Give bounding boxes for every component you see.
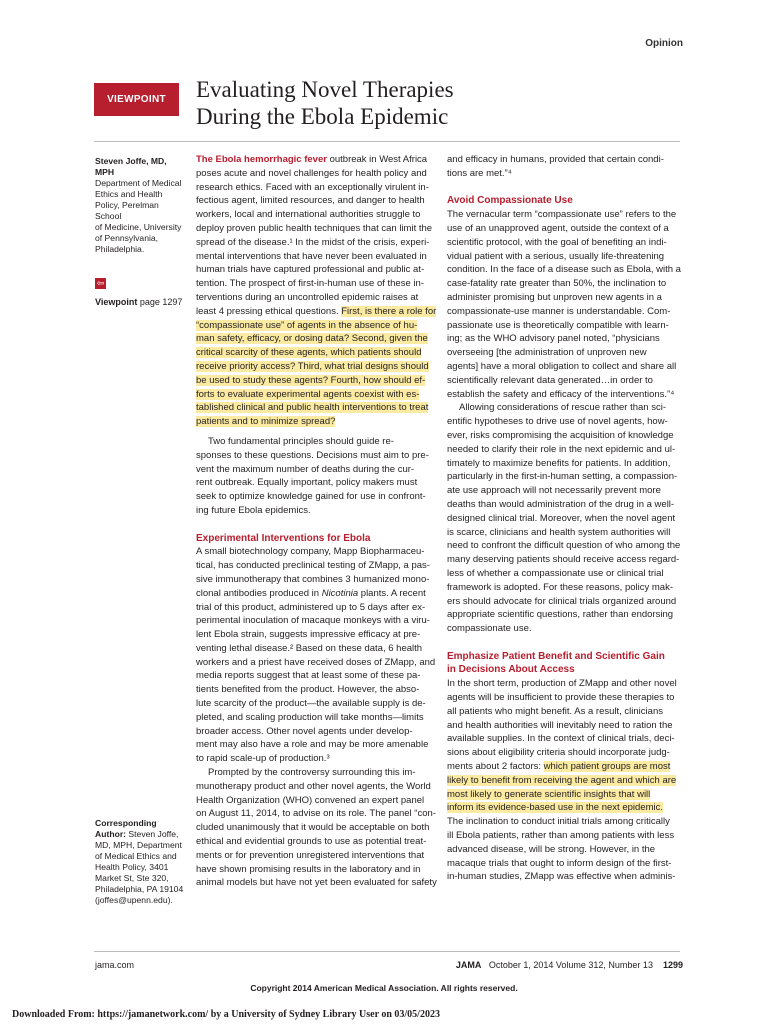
body-line: cluded unanimously that it would be acceptable on both xyxy=(196,822,430,834)
body-line: ments or for prevention unregistered interventions that xyxy=(196,849,425,861)
corresponding-author-block xyxy=(95,818,187,906)
body-line: venting lethal disease.² Based on these data, 6 health xyxy=(196,642,423,654)
author-affiliation: Philadelphia. xyxy=(95,244,145,254)
highlighted-text: likely to benefit from receiving the agent and which are xyxy=(447,774,677,786)
body-line: timately to maximize benefits for patients. In addition, xyxy=(447,457,671,469)
body-line: human trials have captured professional and public at- xyxy=(196,264,425,276)
body-line: passionate use is theoretically compatible with learn- xyxy=(447,319,669,331)
body-column-1 xyxy=(196,153,437,890)
body-line: administer promising but unproven new agents in a xyxy=(447,291,662,303)
highlighted-text: “compassionate use” of agents in the absence of hu- xyxy=(196,319,418,331)
body-line: spread of the disease.¹ In the midst of the crisis, experi- xyxy=(196,236,430,248)
highlighted-text: which patient groups are most xyxy=(543,761,671,773)
body-line: agents will be insufficient to provide these therapies to xyxy=(447,692,675,704)
body-line: Prompted by the controversy surrounding this im- xyxy=(208,767,416,779)
italic-text: Nicotinia xyxy=(321,587,359,599)
highlighted-text: First, is there a role for xyxy=(341,305,437,317)
body-line: compassionate use. xyxy=(447,623,532,635)
author-affiliation: of Pennsylvania, xyxy=(95,233,159,243)
body-line: less of whether a compassionate use or clinical trial xyxy=(447,567,664,579)
body-line: many deserving patients should receive access regard- xyxy=(447,554,680,566)
highlighted-text: most likely to generate scientific insights that will xyxy=(447,788,651,800)
body-line: condition. In the face of a disease such as Ebola, with a xyxy=(447,264,681,276)
body-line: entific hypotheses to drive use of novel agents, how- xyxy=(447,416,668,428)
page-number: 1299 xyxy=(662,960,683,970)
body-text: least 4 pressing ethical questions. xyxy=(196,305,342,317)
body-line: ethical and evidential grounds to use as potential treat- xyxy=(196,836,427,848)
body-line: animal models but have not yet been evaluated for safety xyxy=(196,877,437,889)
body-line: sions about eligibility criteria should incorporate judg- xyxy=(447,747,670,759)
footer-rule xyxy=(94,951,680,952)
body-line: Allowing considerations of rescue rather than sci- xyxy=(459,402,666,414)
title-rule xyxy=(94,141,680,142)
back-arrow-icon[interactable]: ⇦ xyxy=(96,278,105,288)
body-line: lute scarcity of the product—the available supply is de- xyxy=(196,698,426,710)
title-line: During the Ebola Epidemic xyxy=(196,104,449,129)
body-line: The vernacular term “compassionate use” refers to the xyxy=(447,209,677,221)
body-line: trial of this product, administered up to 5 days after ex- xyxy=(196,601,426,613)
section-heading: Emphasize Patient Benefit and Scientific Gain xyxy=(447,650,665,662)
body-line: is scarce, clinicians and health system authorities will xyxy=(447,526,671,538)
body-line: broader access. Other novel agents under develop- xyxy=(196,725,413,737)
body-line: rent outbreak. Equally important, policy makers must xyxy=(196,477,418,489)
body-line: on August 11, 2014, to advise on its role. The panel “con- xyxy=(196,808,436,820)
body-line: overseeing [the administration of unproven new xyxy=(447,347,647,359)
body-line: deploy proven public health techniques that can limit the xyxy=(196,222,433,234)
body-line: munotherapy product and other novel agents, the World xyxy=(196,780,431,792)
corresponding-heading: Author: xyxy=(95,829,127,839)
body-line: ate use approach will not necessarily prevent more xyxy=(447,485,661,497)
body-line: need to confront the difficult question of who among the xyxy=(447,540,681,552)
journal-citation xyxy=(456,960,683,970)
body-line: available supplies. In the context of clinical trials, deci- xyxy=(447,733,675,745)
body-line: ever, risks compromising the acquisition of knowledge xyxy=(447,429,674,441)
body-line: Health Organization (WHO) convened an expert panel xyxy=(196,794,425,806)
highlighted-text: forts to evaluate experimental agents coexist with es- xyxy=(196,388,420,400)
highlighted-text: receive priority access? Third, what trial designs should xyxy=(196,360,429,372)
body-line: deaths than would administration of the drug in a well- xyxy=(447,498,675,510)
body-line: and health authorities will inevitably need to ration the xyxy=(447,719,673,731)
lead-in: The Ebola hemorrhagic fever xyxy=(196,154,327,165)
body-line: sponses to these questions. Decisions must aim to pre- xyxy=(196,449,429,461)
body-line: designed clinical trial. Moreover, when the novel agent xyxy=(447,512,676,524)
body-line: tical, has conducted preclinical testing of ZMapp, a pas- xyxy=(196,560,430,572)
body-line: tients benefited from the product. However, the abso- xyxy=(196,684,420,696)
body-text: ments about 2 factors: xyxy=(447,761,544,773)
body-line: ill Ebola patients, rather than among patients with less xyxy=(447,830,675,842)
body-line: fectious agent, limited resources, and danger to health xyxy=(196,195,425,207)
corresponding-email[interactable]: (joffes@upenn.edu). xyxy=(95,895,173,905)
body-line: ing; as the WHO advisory panel noted, “physicians xyxy=(447,333,660,345)
body-line: ing future Ebola epidemics. xyxy=(196,504,311,516)
corresponding-text: Steven Joffe, xyxy=(126,829,179,839)
body-line: In the short term, production of ZMapp and other novel xyxy=(447,678,677,690)
body-text: plants. A recent xyxy=(358,587,426,599)
body-line: establish the safety and efficacy of the interventions.”⁴ xyxy=(447,388,675,400)
body-line: advanced disease, will be strong. However, in the xyxy=(447,843,656,855)
viewpoint-badge: VIEWPOINT xyxy=(94,83,179,116)
highlighted-text: tablished clinical and public health interventions to treat xyxy=(196,402,429,414)
title-line: Evaluating Novel Therapies xyxy=(196,77,454,102)
body-line: poses acute and novel challenges for health policy and xyxy=(196,167,427,179)
body-line: ment may also have a role and may be more amenable xyxy=(196,739,429,751)
author-degree: MPH xyxy=(95,167,115,177)
body-line: agents] have a moral obligation to collect and share all xyxy=(447,360,677,372)
section-heading: in Decisions About Access xyxy=(447,664,575,676)
body-line: A small biotechnology company, Mapp Biopharmaceu- xyxy=(196,546,425,558)
copyright-notice: Copyright 2014 American Medical Association. All rights reserved. xyxy=(250,983,518,993)
body-line: vidual patient with a serious, usually life-threatening xyxy=(447,250,665,262)
author-affiliation: of Medicine, University xyxy=(95,222,182,232)
site-link[interactable]: jama.com xyxy=(95,960,135,970)
download-notice: Downloaded From: https://jamanetwork.com/ by a University of Sydney Library User on 03/05/2023 xyxy=(12,1009,440,1020)
author-affiliation: Policy, Perelman School xyxy=(95,200,159,221)
body-line: perimental inoculation of macaque monkeys with a viru- xyxy=(196,615,430,627)
body-line: research ethics. Faced with an exceptionally virulent in- xyxy=(196,181,429,193)
author-block xyxy=(95,156,187,255)
highlighted-text: patients and to minimize spread? xyxy=(196,416,336,428)
body-line: sive immunotherapy that combines 3 humanized mono- xyxy=(196,573,430,585)
section-heading: Experimental Interventions for Ebola xyxy=(196,532,371,544)
highlighted-text: man safety, efficacy, or dosing data? Second, given the xyxy=(196,333,428,345)
body-column-2 xyxy=(447,153,683,884)
body-line: framework is adopted. For these reasons, policy mak- xyxy=(447,581,673,593)
issue-info: October 1, 2014 Volume 312, Number 13 xyxy=(488,960,653,970)
viewpoint-link[interactable] xyxy=(95,297,182,307)
body-text: clonal antibodies produced in xyxy=(196,587,322,599)
body-text: outbreak in West Africa xyxy=(326,154,428,165)
body-line: mental interventions that have never been evaluated in xyxy=(196,250,427,262)
corresponding-text: MD, MPH, Department xyxy=(95,840,182,850)
body-line: Two fundamental principles should guide re- xyxy=(208,435,394,447)
body-line: pleted, and scaling production will take months—limits xyxy=(196,711,424,723)
body-line xyxy=(196,153,434,167)
body-line: macaque trials that ought to inform design of the first- xyxy=(447,857,672,869)
body-line: appropriate scientific questions, rather than endorsing xyxy=(447,609,674,621)
body-line: ers should advocate for clinical trials organized around xyxy=(447,595,677,607)
corresponding-text: Philadelphia, PA 19104 xyxy=(95,884,184,894)
body-line: seek to optimize knowledge gained for use in confront- xyxy=(196,491,426,503)
body-line: all patients who might benefit. As a result, clinicians xyxy=(447,705,663,717)
body-line xyxy=(196,305,437,319)
body-line: needed to clarify their role in the next epidemic and ul- xyxy=(447,443,676,455)
body-line: to rapid scale-up of production.³ xyxy=(196,753,330,765)
body-line: workers, local and international authorities struggle to xyxy=(196,209,421,221)
body-line: compassionate-use manner is understandable. Com- xyxy=(447,305,671,317)
body-line: scientifically relevant data generated…in order to xyxy=(447,374,653,386)
corresponding-text: Health Policy, 3401 xyxy=(95,862,169,872)
author-affiliation: Ethics and Health xyxy=(95,189,163,199)
highlighted-text: be used to study these agents? Fourth, how should ef- xyxy=(196,374,426,386)
body-line xyxy=(447,760,683,774)
body-line: media reports suggest that at least some of these pa- xyxy=(196,670,421,682)
body-line: case-fatality rate greater than 50%, the inclination to xyxy=(447,278,667,290)
author-affiliation: Department of Medical xyxy=(95,178,182,188)
body-line: particularly in the first-in-human setting, a compassion- xyxy=(447,471,678,483)
journal-name: JAMA xyxy=(455,960,482,970)
viewpoint-link-page: page 1297 xyxy=(139,297,183,307)
body-line: use of an unapproved agent, outside the context of a xyxy=(447,222,669,234)
corresponding-heading: Corresponding xyxy=(95,818,157,828)
body-line: terventions during an uncontrolled epidemic raises at xyxy=(196,291,419,303)
body-line: have shown promising results in the laboratory and in xyxy=(196,863,421,875)
corresponding-text: of Medical Ethics and xyxy=(95,851,177,861)
highlighted-text: inform its evidence-based use in the next epidemic. xyxy=(447,802,663,814)
highlighted-text: critical scarcity of these agents, which patients should xyxy=(196,347,422,359)
body-line xyxy=(196,587,434,601)
body-line: and efficacy in humans, provided that certain condi- xyxy=(447,154,664,165)
viewpoint-link-label: Viewpoint xyxy=(95,297,138,307)
body-line: workers and a priest have received doses of ZMapp, and xyxy=(196,656,436,668)
author-name: Steven Joffe, MD, xyxy=(95,156,167,166)
body-line: tions are met.”⁴ xyxy=(447,167,512,179)
body-line: tention. The prospect of first-in-human use of these in- xyxy=(196,278,424,290)
corresponding-text: Market St, Ste 320, xyxy=(95,873,169,883)
section-label: Opinion xyxy=(645,38,683,49)
body-line: vent the maximum number of deaths during the cur- xyxy=(196,463,415,475)
article-title xyxy=(196,76,676,130)
body-line: lent Ebola strain, suggests impressive efficacy at pre- xyxy=(196,629,421,641)
body-line: in-human studies, ZMapp was effective when adminis- xyxy=(447,871,676,883)
body-line: scientific protocol, with the goal of benefiting an indi- xyxy=(447,236,667,248)
body-line: The inclination to conduct initial trials among critically xyxy=(447,816,670,828)
section-heading: Avoid Compassionate Use xyxy=(447,195,573,207)
